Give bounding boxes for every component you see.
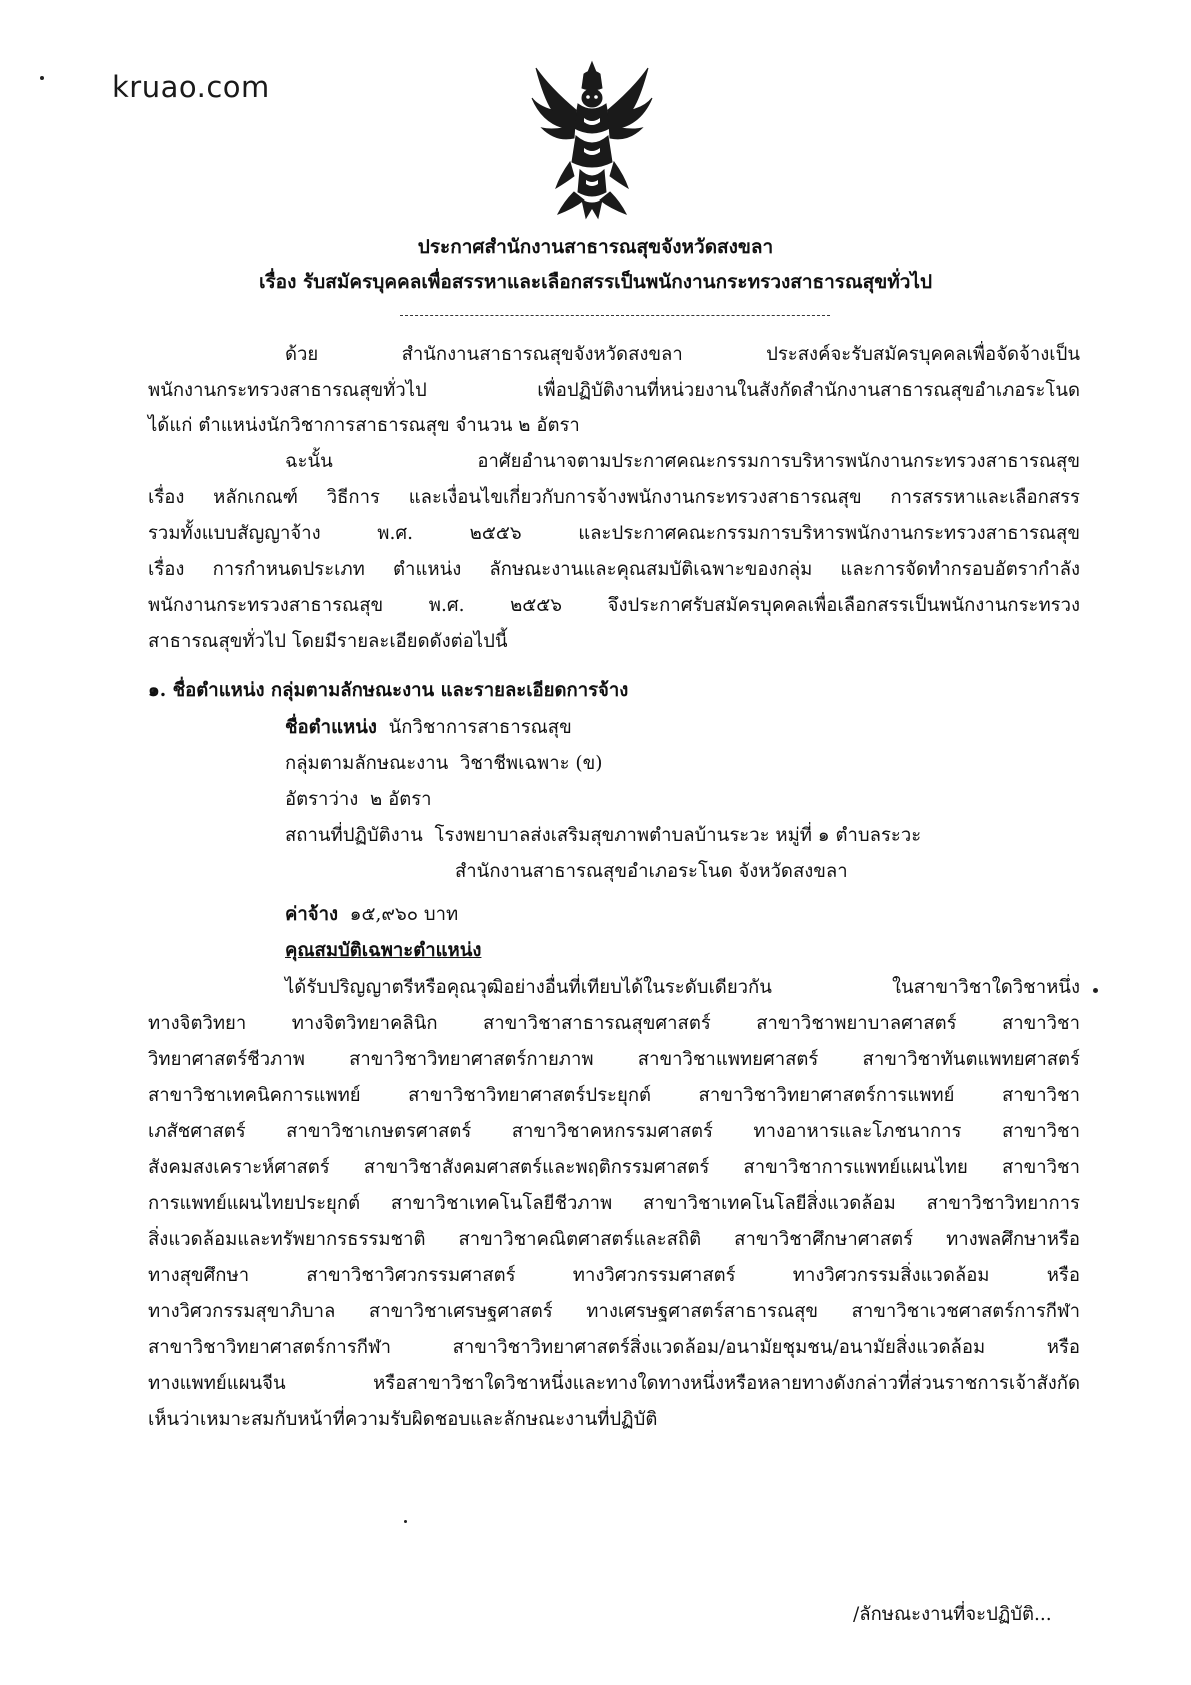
- qualification-heading: คุณสมบัติเฉพาะตำแหน่ง: [285, 940, 482, 961]
- qualification-line: สาขาวิชาวิทยาศาสตร์การกีฬา สาขาวิชาวิทยาศาสตร์สิ่งแวดล้อม/อนามัยชุมชน/อนามัยสิ่งแวดล้อม หรือ: [148, 1337, 1080, 1358]
- qualification-line: สังคมสงเคราะห์ศาสตร์ สาขาวิชาสังคมศาสตร์และพฤติกรรมศาสตร์ สาขาวิชาการแพทย์แผนไทย สาขาวิชา: [148, 1157, 1080, 1178]
- paragraph-line: ฉะนั้น อาศัยอำนาจตามประกาศคณะกรรมการบริหารพนักงานกระทรวงสาธารณสุข: [285, 451, 1080, 472]
- paragraph-line: เรื่อง การกำหนดประเภท ตำแหน่ง ลักษณะงานและคุณสมบัติเฉพาะของกลุ่ม และการจัดทำกรอบอัตรากำลัง: [148, 559, 1080, 580]
- wage-row: [285, 903, 458, 927]
- qualification-line: สาขาวิชาเทคนิคการแพทย์ สาขาวิชาวิทยาศาสตร์ประยุกต์ สาขาวิชาวิทยาศาสตร์การแพทย์ สาขาวิชา: [148, 1085, 1080, 1106]
- qualification-line: สิ่งแวดล้อมและทรัพยากรธรรมชาติ สาขาวิชาคณิตศาสตร์และสถิติ สาขาวิชาศึกษาศาสตร์ ทางพลศึกษาหรือ: [148, 1229, 1080, 1250]
- scan-speck: [404, 1520, 407, 1523]
- continuation-note: /ลักษณะงานที่จะปฏิบัติ...: [853, 1604, 1052, 1625]
- paragraph-line: ด้วย สำนักงานสาธารณสุขจังหวัดสงขลา ประสงค์จะรับสมัครบุคคลเพื่อจัดจ้างเป็น: [285, 344, 1080, 365]
- qualification-line: การแพทย์แผนไทยประยุกต์ สาขาวิชาเทคโนโลยีชีวภาพ สาขาวิชาเทคโนโลยีสิ่งแวดล้อม สาขาวิชาวิทยาการ: [148, 1193, 1080, 1214]
- title-divider: [400, 315, 830, 316]
- workplace-row: [285, 824, 921, 848]
- vacancy-label: อัตราว่าง: [285, 789, 359, 810]
- workplace-value-continued: สำนักงานสาธารณสุขอำเภอระโนด จังหวัดสงขลา: [455, 861, 848, 882]
- scan-speck: [40, 76, 44, 80]
- qualification-line: ทางแพทย์แผนจีน หรือสาขาวิชาใดวิชาหนึ่งและทางใดทางหนึ่งหรือหลายทางดังกล่าวที่ส่วนราชการเจ้าสังกัด: [148, 1373, 1080, 1394]
- workplace-value: โรงพยาบาลส่งเสริมสุขภาพตำบลบ้านระวะ หมู่ที่ ๑ ตำบลระวะ: [434, 825, 922, 846]
- vacancy-value: ๒ อัตรา: [370, 789, 432, 810]
- group-label: กลุ่มตามลักษณะงาน: [285, 753, 449, 774]
- group-value: วิชาชีพเฉพาะ (ข): [460, 753, 603, 774]
- position-label: ชื่อตำแหน่ง: [285, 717, 377, 738]
- vacancy-row: [285, 788, 432, 812]
- garuda-emblem-icon: [530, 58, 654, 222]
- workplace-label: สถานที่ปฏิบัติงาน: [285, 825, 423, 846]
- position-row: [285, 716, 572, 740]
- qualification-line: วิทยาศาสตร์ชีวภาพ สาขาวิชาวิทยาศาสตร์กายภาพ สาขาวิชาแพทยศาสตร์ สาขาวิชาทันตแพทยศาสตร์: [148, 1049, 1080, 1070]
- paragraph-line: พนักงานกระทรวงสาธารณสุข พ.ศ. ๒๕๕๖ จึงประกาศรับสมัครบุคคลเพื่อเลือกสรรเป็นพนักงานกระทรวง: [148, 595, 1080, 616]
- group-row: [285, 752, 603, 776]
- section-heading: ๑. ชื่อตำแหน่ง กลุ่มตามลักษณะงาน และรายละเอียดการจ้าง: [148, 680, 629, 701]
- watermark: kruao.com: [112, 70, 270, 104]
- paragraph-line: เรื่อง หลักเกณฑ์ วิธีการ และเงื่อนไขเกี่ยวกับการจ้างพนักงานกระทรวงสาธารณสุข การสรรหาและเลือกสรร: [148, 487, 1080, 508]
- announcement-subject: เรื่อง รับสมัครบุคคลเพื่อสรรหาและเลือกสรรเป็นพนักงานกระทรวงสาธารณสุขทั่วไป: [258, 271, 933, 293]
- announcement-title: ประกาศสำนักงานสาธารณสุขจังหวัดสงขลา: [417, 236, 774, 258]
- qualification-line: เภสัชศาสตร์ สาขาวิชาเกษตรศาสตร์ สาขาวิชาคหกรรมศาสตร์ ทางอาหารและโภชนาการ สาขาวิชา: [148, 1121, 1080, 1142]
- scan-speck: [1093, 988, 1098, 993]
- qualification-line: ได้รับปริญญาตรีหรือคุณวุฒิอย่างอื่นที่เทียบได้ในระดับเดียวกัน ในสาขาวิชาใดวิชาหนึ่ง: [285, 977, 1080, 998]
- qualification-line: ทางวิศวกรรมสุขาภิบาล สาขาวิชาเศรษฐศาสตร์ ทางเศรษฐศาสตร์สาธารณสุข สาขาวิชาเวชศาสตร์การกีฬา: [148, 1301, 1080, 1322]
- wage-label: ค่าจ้าง: [285, 904, 339, 925]
- qualification-line: ทางสุขศึกษา สาขาวิชาวิศวกรรมศาสตร์ ทางวิศวกรรมศาสตร์ ทางวิศวกรรมสิ่งแวดล้อม หรือ: [148, 1265, 1080, 1286]
- wage-value: ๑๕,๙๖๐ บาท: [349, 904, 459, 925]
- paragraph-line: สาธารณสุขทั่วไป โดยมีรายละเอียดดังต่อไปนี้: [148, 631, 508, 652]
- paragraph-line: พนักงานกระทรวงสาธารณสุขทั่วไป เพื่อปฏิบัติงานที่หน่วยงานในสังกัดสำนักงานสาธารณสุขอำเภอระโนด: [148, 380, 1080, 401]
- position-value: นักวิชาการสาธารณสุข: [388, 717, 572, 738]
- paragraph-line: รวมทั้งแบบสัญญาจ้าง พ.ศ. ๒๕๕๖ และประกาศคณะกรรมการบริหารพนักงานกระทรวงสาธารณสุข: [148, 523, 1080, 544]
- qualification-line: ทางจิตวิทยา ทางจิตวิทยาคลินิก สาขาวิชาสาธารณสุขศาสตร์ สาขาวิชาพยาบาลศาสตร์ สาขาวิชา: [148, 1013, 1080, 1034]
- qualification-line: เห็นว่าเหมาะสมกับหน้าที่ความรับผิดชอบและลักษณะงานที่ปฏิบัติ: [148, 1409, 658, 1430]
- paragraph-line: ได้แก่ ตำแหน่งนักวิชาการสาธารณสุข จำนวน ๒ อัตรา: [148, 415, 580, 436]
